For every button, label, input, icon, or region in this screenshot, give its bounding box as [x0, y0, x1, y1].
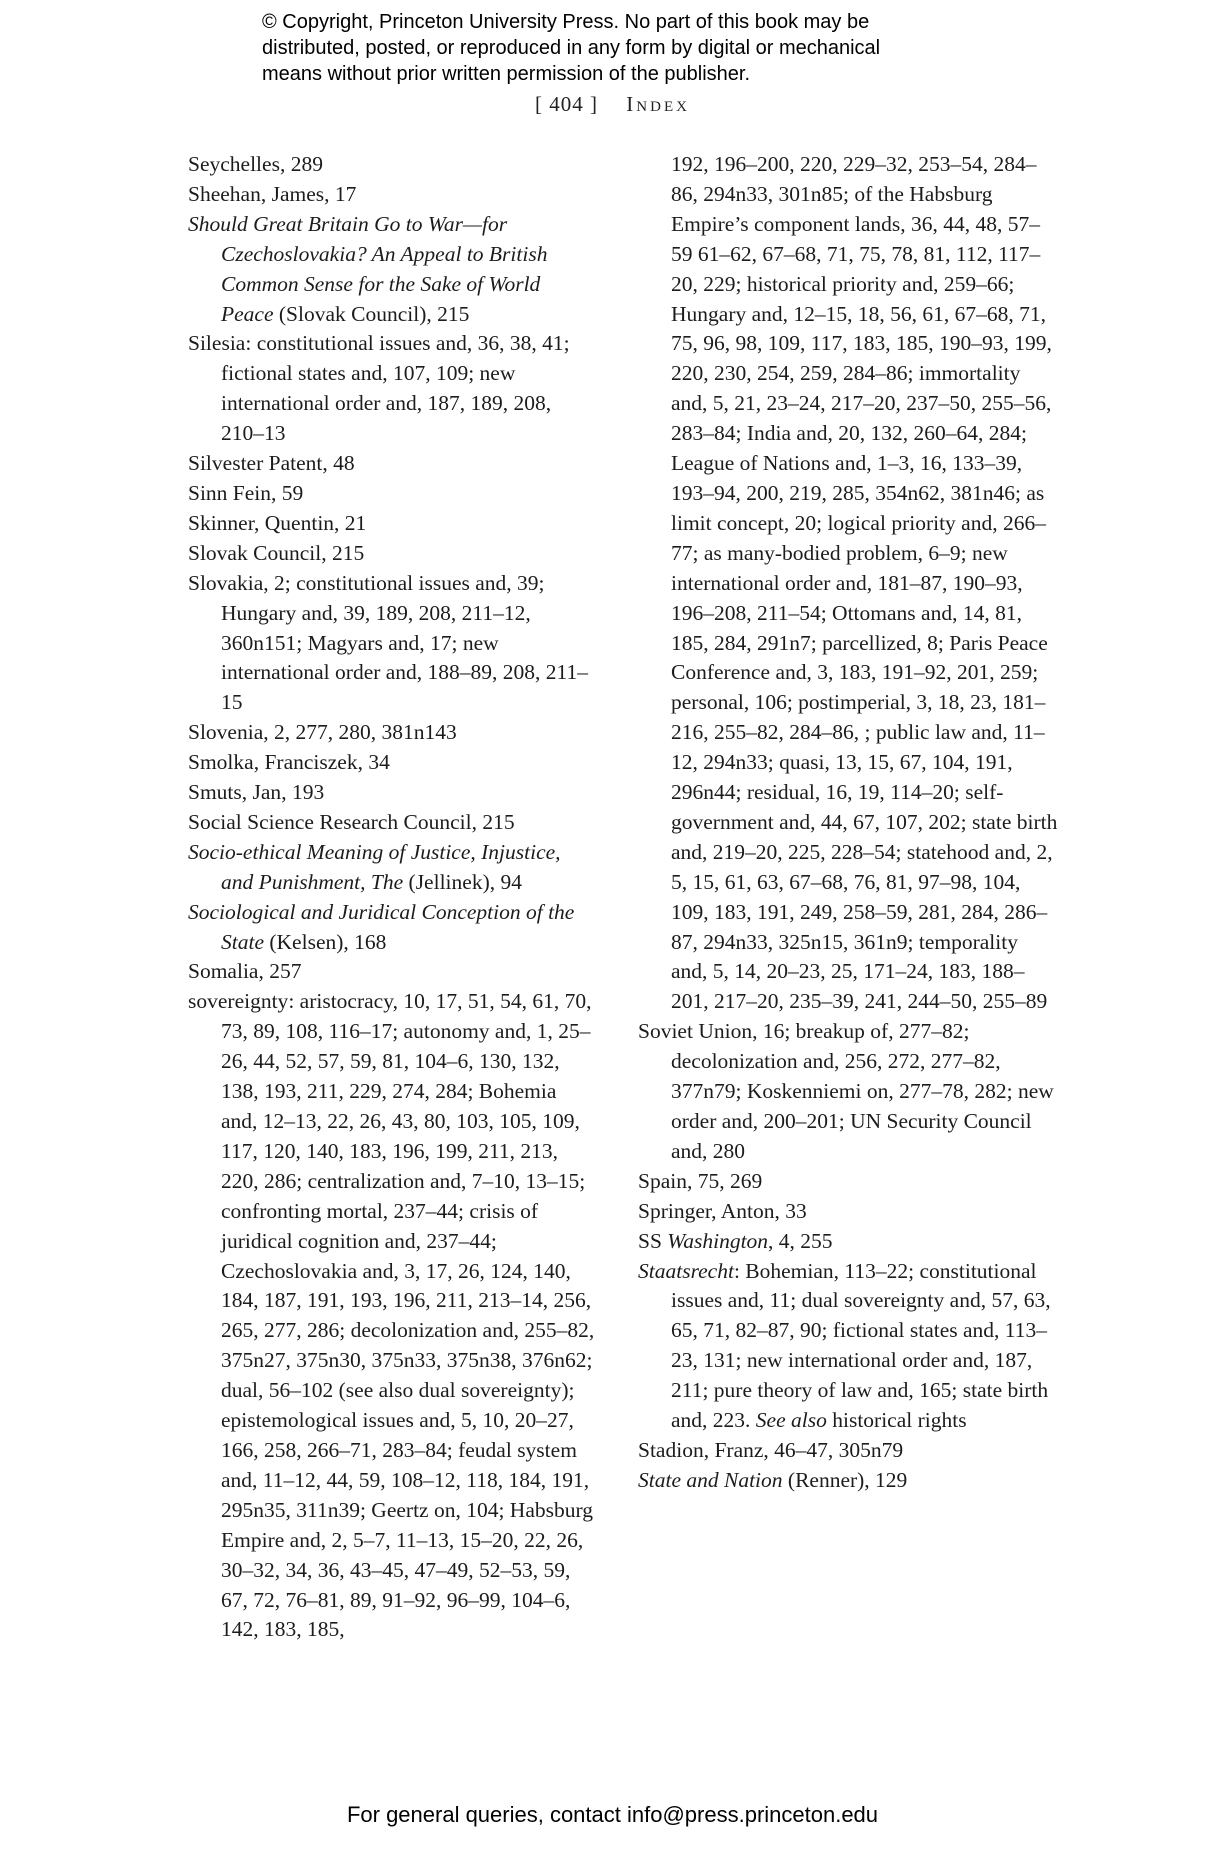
index-entry-locators: , 34: [357, 750, 390, 775]
index-entry: [188, 329, 598, 449]
index-entry-heading: Slovak Council: [188, 540, 322, 565]
index-entry-heading: Springer, Anton: [638, 1198, 775, 1223]
index-entry-heading: Slovakia: [188, 570, 264, 595]
index-entry-locators: , 16; breakup of, 277–82; decolonization and, 256, 272, 277–82, 377n79; Koskenniemi on, 277–78, 282; new order and, 200–201; UN Security Council and, 280: [671, 1019, 1054, 1163]
index-entry: [638, 1436, 1058, 1466]
index-entry-heading: Social Science Research Council: [188, 809, 472, 834]
index-entry: [188, 449, 598, 479]
index-entry: [638, 1167, 1058, 1197]
copyright-line-1: © Copyright, Princeton University Press. No part of this book may be: [262, 11, 870, 33]
index-entry: [188, 479, 598, 509]
index-entry-heading: Seychelles: [188, 152, 280, 176]
index-entry: [188, 509, 598, 539]
index-entry-locators: , 215: [471, 809, 515, 834]
see-also-target: historical rights: [826, 1408, 967, 1433]
index-entry-heading: State and Nation: [638, 1467, 783, 1492]
index-entry-heading: Sinn Fein: [188, 480, 272, 505]
index-entry-heading: Silesia: [188, 331, 246, 356]
index-entry-heading: Socio-ethical Meaning of Justice, Injustice, and Punishment, The: [188, 839, 561, 894]
index-entry-prefix: SS: [638, 1228, 668, 1253]
index-entry-heading: Skinner, Quentin: [188, 510, 335, 535]
index-entry-locators: , 33: [774, 1198, 807, 1223]
copyright-line-3: means without prior written permission of the publisher.: [262, 63, 751, 85]
index-entry: [188, 778, 598, 808]
index-entry-locators: , 2; constitutional issues and, 39; Hungary and, 39, 189, 208, 211–12, 360n151; Magyars and, 17; new international order and, 188–89, 208, 211–15: [221, 570, 589, 715]
index-entry-heading: Stadion, Franz: [638, 1437, 764, 1462]
index-entry-heading: Should Great Britain Go to War—for Czechoslovakia? An Appeal to British Common Sense for the Sake of World Peace: [188, 211, 548, 326]
copyright-line-2: distributed, posted, or reproduced in any form by digital or mechanical: [262, 37, 881, 59]
copyright-notice: [262, 9, 1022, 87]
section-title: Index: [626, 92, 690, 116]
index-entry-locators: , 46–47, 305n79: [763, 1437, 904, 1462]
index-entry: [188, 748, 598, 778]
index-entry-locators: , 2, 277, 280, 381n143: [263, 720, 457, 745]
index-entry-locators: , 75, 269: [686, 1168, 763, 1193]
index-entry-heading: Slovenia: [188, 720, 264, 745]
index-entry-locators: : constitutional issues and, 36, 38, 41; fictional states and, 107, 109; new international order and, 187, 189, 208, 210–13: [221, 331, 570, 446]
index-entry-heading: Somalia: [188, 959, 259, 984]
index-entry: [188, 838, 598, 898]
index-entry-locators: , 21: [334, 510, 367, 535]
index-entry: [188, 539, 598, 569]
index-entry-locators: (Slovak Council), 215: [273, 301, 470, 326]
index-entry-heading: Soviet Union: [638, 1019, 753, 1044]
index-entry-locators: (Jellinek), 94: [403, 869, 522, 894]
index-entry-heading: Sociological and Juridical Conception of the State: [188, 899, 575, 954]
index-column-right: [638, 150, 1058, 1496]
index-entry-heading: Smolka, Franciszek: [188, 750, 358, 775]
index-entry: [188, 210, 598, 330]
index-entry-heading: Smuts, Jan: [188, 780, 282, 805]
index-entry-continuation: 192, 196–200, 220, 229–32, 253–54, 284–86, 294n33, 301n85; of the Habsburg Empire’s component lands, 36, 44, 48, 57–59 61–62, 67–68, 71, 75, 78, 81, 112, 117–20, 229; historical priority and, 259–66; Hungary and, 12–15, 18, 56, 61, 67–68, 71, 75, 96, 98, 109, 117, 183, 185, 190–93, 199, 220, 230, 254, 259, 284–86; immortality and, 5, 21, 23–24, 217–20, 237–50, 255–56, 283–84; India and, 20, 132, 260–64, 284; League of Nations and, 1–3, 16, 133–39, 193–94, 200, 219, 285, 354n62, 381n46; as limit concept, 20; logical priority and, 266–77; as many-bodied problem, 6–9; new international order and, 181–87, 190–93, 196–208, 211–54; Ottomans and, 14, 81, 185, 284, 291n7; parcellized, 8; Paris Peace Conference and, 3, 183, 191–92, 201, 259; personal, 106; postimperial, 3, 18, 23, 181–216, 255–82, 284–86, ; public law and, 11–12, 294n33; quasi, 13, 15, 67, 104, 191, 296n44; residual, 16, 19, 114–20; self-government and, 44, 67, 107, 202; state birth and, 219–20, 225, 228–54; statehood and, 2, 5, 15, 61, 63, 67–68, 76, 81, 97–98, 104, 109, 183, 191, 249, 258–59, 281, 284, 286–87, 294n33, 325n15, 361n9; temporality and, 5, 14, 20–23, 25, 171–24, 183, 188–201, 217–20, 235–39, 241, 244–50, 255–89: [671, 152, 1058, 1014]
index-entry-locators: , 17: [324, 181, 357, 206]
index-entry-locators: (Renner), 129: [782, 1467, 908, 1492]
running-head: [0, 92, 1225, 117]
index-entry-locators: , 48: [322, 451, 355, 476]
index-entry: [188, 987, 598, 1645]
index-entry-locators: , 257: [258, 959, 302, 984]
index-entry-locators: , 59: [271, 480, 304, 505]
index-entry: [188, 569, 598, 719]
footer-contact: For general queries, contact info@press.princeton.edu: [346, 1802, 879, 1827]
index-entry: [188, 898, 598, 958]
index-entry: [188, 150, 598, 180]
index-entry: [638, 1197, 1058, 1227]
index-entry: [188, 957, 598, 987]
index-entry: [188, 718, 598, 748]
index-entry-heading: Silvester Patent: [188, 451, 323, 476]
index-entry: [638, 1017, 1058, 1167]
index-entry-heading: Staatsrecht: [638, 1258, 734, 1283]
index-entry-locators: (Kelsen), 168: [264, 929, 387, 954]
index-column-left: [188, 150, 598, 1645]
index-entry-locators: , 193: [281, 780, 325, 805]
index-entry-locators: , 215: [321, 540, 365, 565]
index-entry-heading: Spain: [638, 1168, 687, 1193]
index-entry-heading: sovereignty: [188, 989, 289, 1014]
index-entry-locators: , 4, 255: [768, 1228, 833, 1253]
index-entry-locators: , 289: [279, 152, 323, 176]
index-entry-heading: Washington: [667, 1228, 769, 1253]
index-entry: [638, 1466, 1058, 1496]
index-entry: [188, 808, 598, 838]
page-number: [ 404 ]: [535, 92, 599, 116]
see-also-label: See also: [755, 1408, 827, 1433]
index-entry: [188, 180, 598, 210]
index-entry-locators: : Bohemian, 113–22; constitutional issues and, 11; dual sovereignty and, 57, 63, 65, 71, 82–87, 90; fictional states and, 113–23, 131; new international order and, 187, 211; pure theory of law and, 165; state birth and, 223.: [671, 1258, 1051, 1433]
index-entry-heading: Sheehan, James: [188, 181, 325, 206]
index-entry: [638, 1227, 1058, 1257]
index-entry-locators: : aristocracy, 10, 17, 51, 54, 61, 70, 73, 89, 108, 116–17; autonomy and, 1, 25–26, 44, 52, 57, 59, 81, 104–6, 130, 132, 138, 193, 211, 229, 274, 284; Bohemia and, 12–13, 22, 26, 43, 80, 103, 105, 109, 117, 120, 140, 183, 196, 199, 211, 213, 220, 286; centralization and, 7–10, 13–15; confronting mortal, 237–44; crisis of juridical cognition and, 237–44; Czechoslovakia and, 3, 17, 26, 124, 140, 184, 187, 191, 193, 196, 211, 213–14, 256, 265, 277, 286; decolonization and, 255–82, 375n27, 375n30, 375n33, 375n38, 376n62; dual, 56–102 (see also dual sovereignty); epistemological issues and, 5, 10, 20–27, 166, 258, 266–71, 283–84; feudal system and, 11–12, 44, 59, 108–12, 118, 184, 191, 295n35, 311n39; Geertz on, 104; Habsburg Empire and, 2, 5–7, 11–13, 15–20, 22, 26, 30–32, 34, 36, 43–45, 47–49, 52–53, 59, 67, 72, 76–81, 89, 91–92, 96–99, 104–6, 142, 183, 185,: [221, 989, 595, 1642]
index-entry: [638, 1257, 1058, 1436]
